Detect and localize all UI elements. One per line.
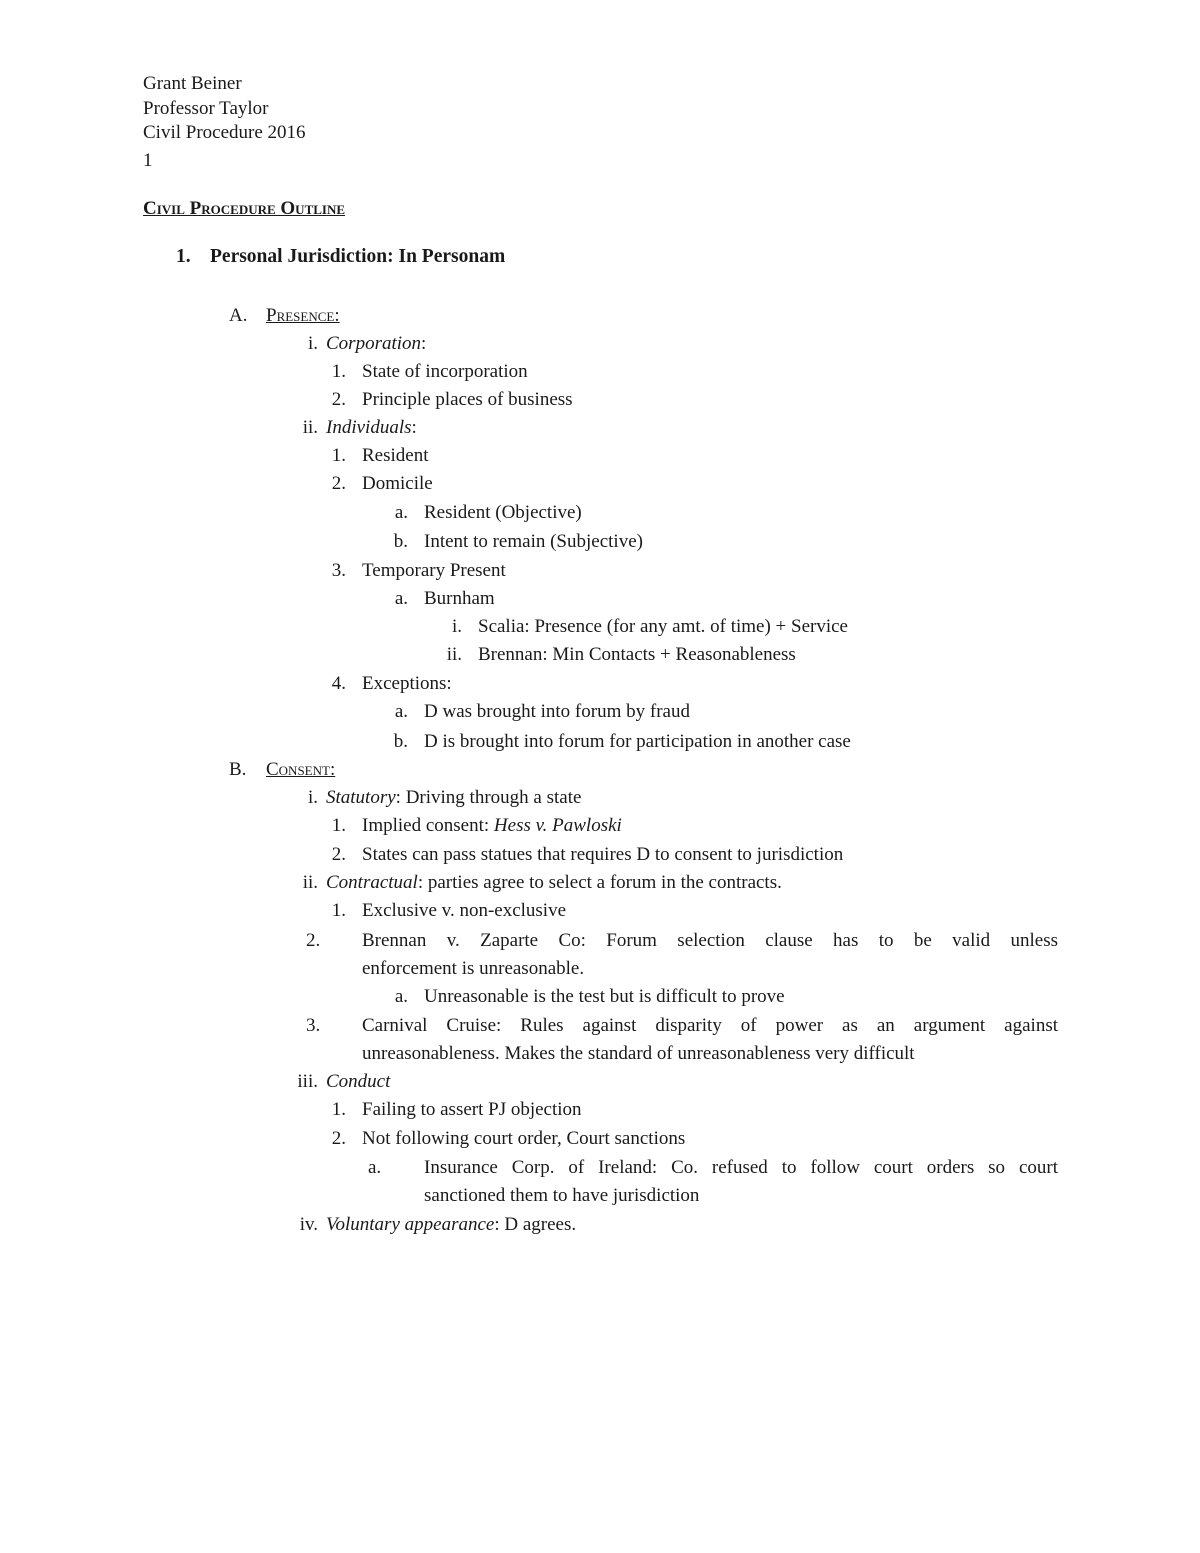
item-text: Implied consent: <box>362 815 494 836</box>
item-text: State of incorporation <box>362 361 528 382</box>
item-text: Insurance Corp. of Ireland: Co. refused to follow court orders so court <box>424 1157 1058 1178</box>
item-text: Carnival Cruise: Rules against disparity of power as an argument against <box>362 1015 1058 1036</box>
outline-item <box>331 388 573 412</box>
outline-item <box>331 1127 686 1151</box>
item-marker: 2. <box>331 389 346 410</box>
item-marker: a. <box>368 1157 382 1178</box>
item-marker: 1. <box>331 445 346 466</box>
item-marker: ii. <box>302 872 318 893</box>
section-label: A. <box>229 305 248 326</box>
outline-item <box>306 1014 1058 1038</box>
item-marker: 2. <box>331 844 346 865</box>
outline-item <box>302 871 782 895</box>
item-marker: 2. <box>331 1128 346 1149</box>
item-marker: ii. <box>446 644 462 665</box>
item-text: Principle places of business <box>362 389 573 410</box>
outline-item <box>299 1213 577 1237</box>
case-name: Hess v. Pawloski <box>493 815 622 836</box>
item-marker: b. <box>393 731 408 752</box>
item-marker: 1. <box>331 361 346 382</box>
section-label: B. <box>229 759 247 780</box>
page-number: 1 <box>143 150 153 171</box>
section-presence <box>229 304 340 328</box>
outline-item-continued: unreasonableness. Makes the standard of unreasonableness very difficult <box>362 1043 915 1064</box>
outline-item <box>368 1156 1058 1180</box>
item-text: States can pass statues that requires D to consent to jurisdiction <box>362 844 844 865</box>
outline-item <box>331 1098 582 1122</box>
item-marker: 3. <box>306 1015 321 1036</box>
outline-item <box>451 615 848 639</box>
item-text: Resident <box>362 445 429 466</box>
item-label: Individuals <box>326 417 412 438</box>
item-marker: ii. <box>302 417 318 438</box>
item-text: Exclusive v. non-exclusive <box>362 900 567 921</box>
item-marker: a. <box>394 701 408 722</box>
item-text: Temporary Present <box>362 560 506 581</box>
item-text: Brennan v. Zaparte Co: Forum selection clause has to be valid unless <box>362 930 1058 951</box>
item-marker: iv. <box>299 1214 318 1235</box>
outline-item <box>302 416 417 440</box>
outline-item <box>307 332 427 356</box>
item-marker: 2. <box>331 473 346 494</box>
outline-item <box>331 899 567 923</box>
item-text: Burnham <box>424 588 495 609</box>
item-marker: a. <box>394 588 408 609</box>
item-marker: 3. <box>331 560 346 581</box>
item-text: Brennan: Min Contacts + Reasonableness <box>478 644 796 665</box>
item-text: Intent to remain (Subjective) <box>424 531 643 552</box>
heading-number: 1. <box>176 246 191 267</box>
section-heading <box>176 245 505 269</box>
item-text: Unreasonable is the test but is difficult to prove <box>424 986 785 1007</box>
outline-item <box>394 985 785 1009</box>
outline-item <box>393 530 643 554</box>
item-label: Statutory <box>326 787 396 808</box>
item-text: : parties agree to select a forum in the contracts. <box>417 872 782 893</box>
item-text: Not following court order, Court sanctions <box>362 1128 686 1149</box>
item-text: Resident (Objective) <box>424 502 582 523</box>
item-marker: b. <box>393 531 408 552</box>
item-marker: i. <box>307 333 318 354</box>
outline-item <box>331 814 622 838</box>
outline-item <box>394 587 495 611</box>
outline-item <box>394 700 690 724</box>
item-text: Scalia: Presence (for any amt. of time) + Service <box>478 616 848 637</box>
item-marker: 1. <box>331 815 346 836</box>
item-text: Exceptions: <box>362 673 452 694</box>
item-marker: iii. <box>297 1071 318 1092</box>
item-marker: i. <box>451 616 462 637</box>
item-label: Corporation <box>326 333 422 354</box>
item-text: : D agrees. <box>494 1214 577 1235</box>
section-consent <box>229 758 335 782</box>
item-text: D is brought into forum for participation in another case <box>424 731 851 752</box>
item-text: D was brought into forum by fraud <box>424 701 690 722</box>
outline-item <box>297 1070 391 1094</box>
item-text: : <box>421 333 427 354</box>
course-name: Civil Procedure 2016 <box>143 122 306 143</box>
item-text: Failing to assert PJ objection <box>362 1099 582 1120</box>
heading-text: Personal Jurisdiction: In Personam <box>210 246 506 267</box>
outline-item <box>331 672 452 696</box>
item-label: Conduct <box>326 1071 391 1092</box>
item-marker: 1. <box>331 1099 346 1120</box>
outline-item <box>307 786 582 810</box>
outline-item <box>393 730 851 754</box>
item-marker: a. <box>394 986 408 1007</box>
outline-item <box>394 501 582 525</box>
outline-item <box>331 843 844 867</box>
outline-item <box>306 929 1058 953</box>
author-name: Grant Beiner <box>143 73 242 94</box>
item-text: : Driving through a state <box>395 787 582 808</box>
outline-item <box>331 559 506 583</box>
item-text: Domicile <box>362 473 433 494</box>
outline-item <box>331 472 433 496</box>
item-marker: i. <box>307 787 318 808</box>
outline-item-continued: enforcement is unreasonable. <box>362 958 585 979</box>
outline-item <box>331 444 429 468</box>
item-label: Contractual <box>326 872 418 893</box>
section-title: Presence: <box>266 305 340 326</box>
item-marker: 1. <box>331 900 346 921</box>
outline-item <box>446 643 796 667</box>
document-title: Civil Procedure Outline <box>143 198 346 219</box>
item-marker: 4. <box>331 673 346 694</box>
item-text: : <box>411 417 417 438</box>
professor-name: Professor Taylor <box>143 98 269 119</box>
item-marker: a. <box>394 502 408 523</box>
outline-item-continued: sanctioned them to have jurisdiction <box>424 1185 700 1206</box>
outline-item <box>331 360 528 384</box>
item-marker: 2. <box>306 930 321 951</box>
section-title: Consent: <box>266 759 336 780</box>
item-label: Voluntary appearance <box>326 1214 495 1235</box>
